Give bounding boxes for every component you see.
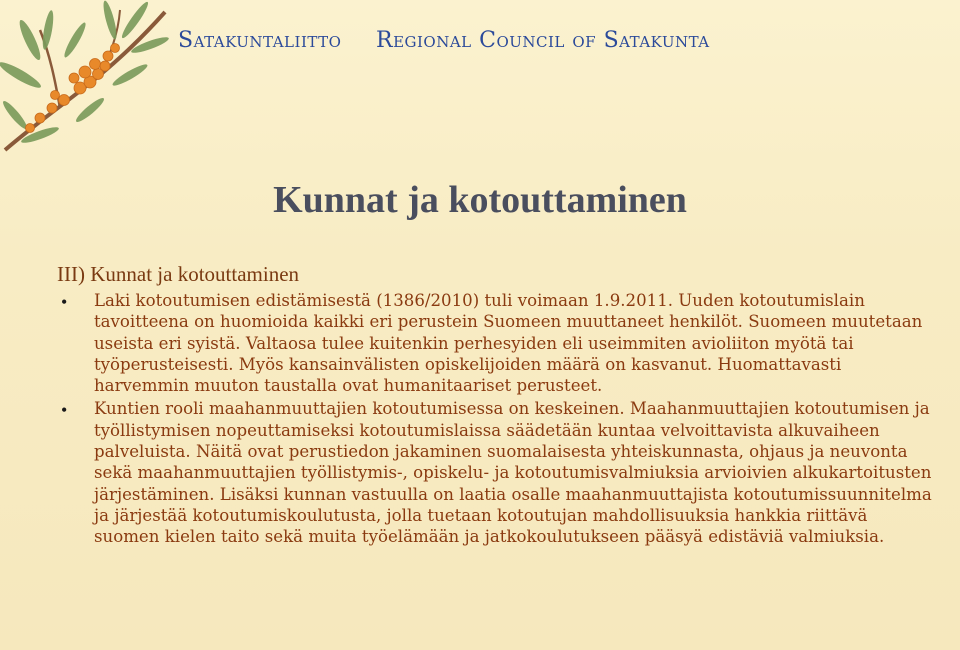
section-heading: III) Kunnat ja kotouttaminen: [57, 262, 300, 286]
sea-buckthorn-branch-icon: [0, 0, 175, 165]
bullet-icon: •: [61, 292, 68, 312]
bullet-item: [57, 290, 932, 396]
bullet-icon: •: [61, 400, 68, 421]
bullet-list: [57, 290, 932, 550]
slide-title: Kunnat ja kotouttaminen: [273, 179, 687, 221]
organization-name-finnish: Satakuntaliitto: [178, 28, 342, 53]
bullet-item: [57, 398, 932, 547]
bullet-text: Kuntien rooli maahanmuuttajien kotoutumisessa on keskeinen. Maahanmuuttajien kotoutumisen ja työllistymisen nopeuttamiseksi kotoutumislaissa säädetään kuntaa velvoittavista alkuvaiheen palveluista. Näitä ovat perustiedon jakaminen suomalaisesta yhteiskunnasta, ohjaus ja neuvonta sekä maahanmuuttajien työllistymis-, opiskelu- ja kotoutumisvalmiuksia arvioivien alkukartoitusten järjestäminen. Lisäksi kunnan vastuulla on laatia osalle maahanmuuttajista kotoutumissuunnitelma ja järjestää kotoutumiskoulutusta, jolla tuetaan kotoutujan mahdollisuuksia hankkia riittävä suomen kielen taito sekä muita työelämään ja jatkokoulutukseen pääsyä edistäviä valmiuksia.: [94, 399, 932, 547]
bullet-text: Laki kotoutumisen edistämisestä (1386/2010) tuli voimaan 1.9.2011. Uuden kotoutumislain tavoitteena on huomioida kaikki eri perustein Suomeen muuttaneet henkilöt. Suomeen muutetaan useista eri syistä. Valtaosa tulee kuitenkin perhesyiden eli useimmiten avioliiton myötä tai työperusteisesti. Myös kansainvälisten opiskelijoiden määrä on kasvanut. Huomattavasti harvemmin muuton taustalla ovat humanitaariset perusteet.: [94, 291, 923, 396]
organization-name-english: Regional Council of Satakunta: [376, 28, 710, 53]
